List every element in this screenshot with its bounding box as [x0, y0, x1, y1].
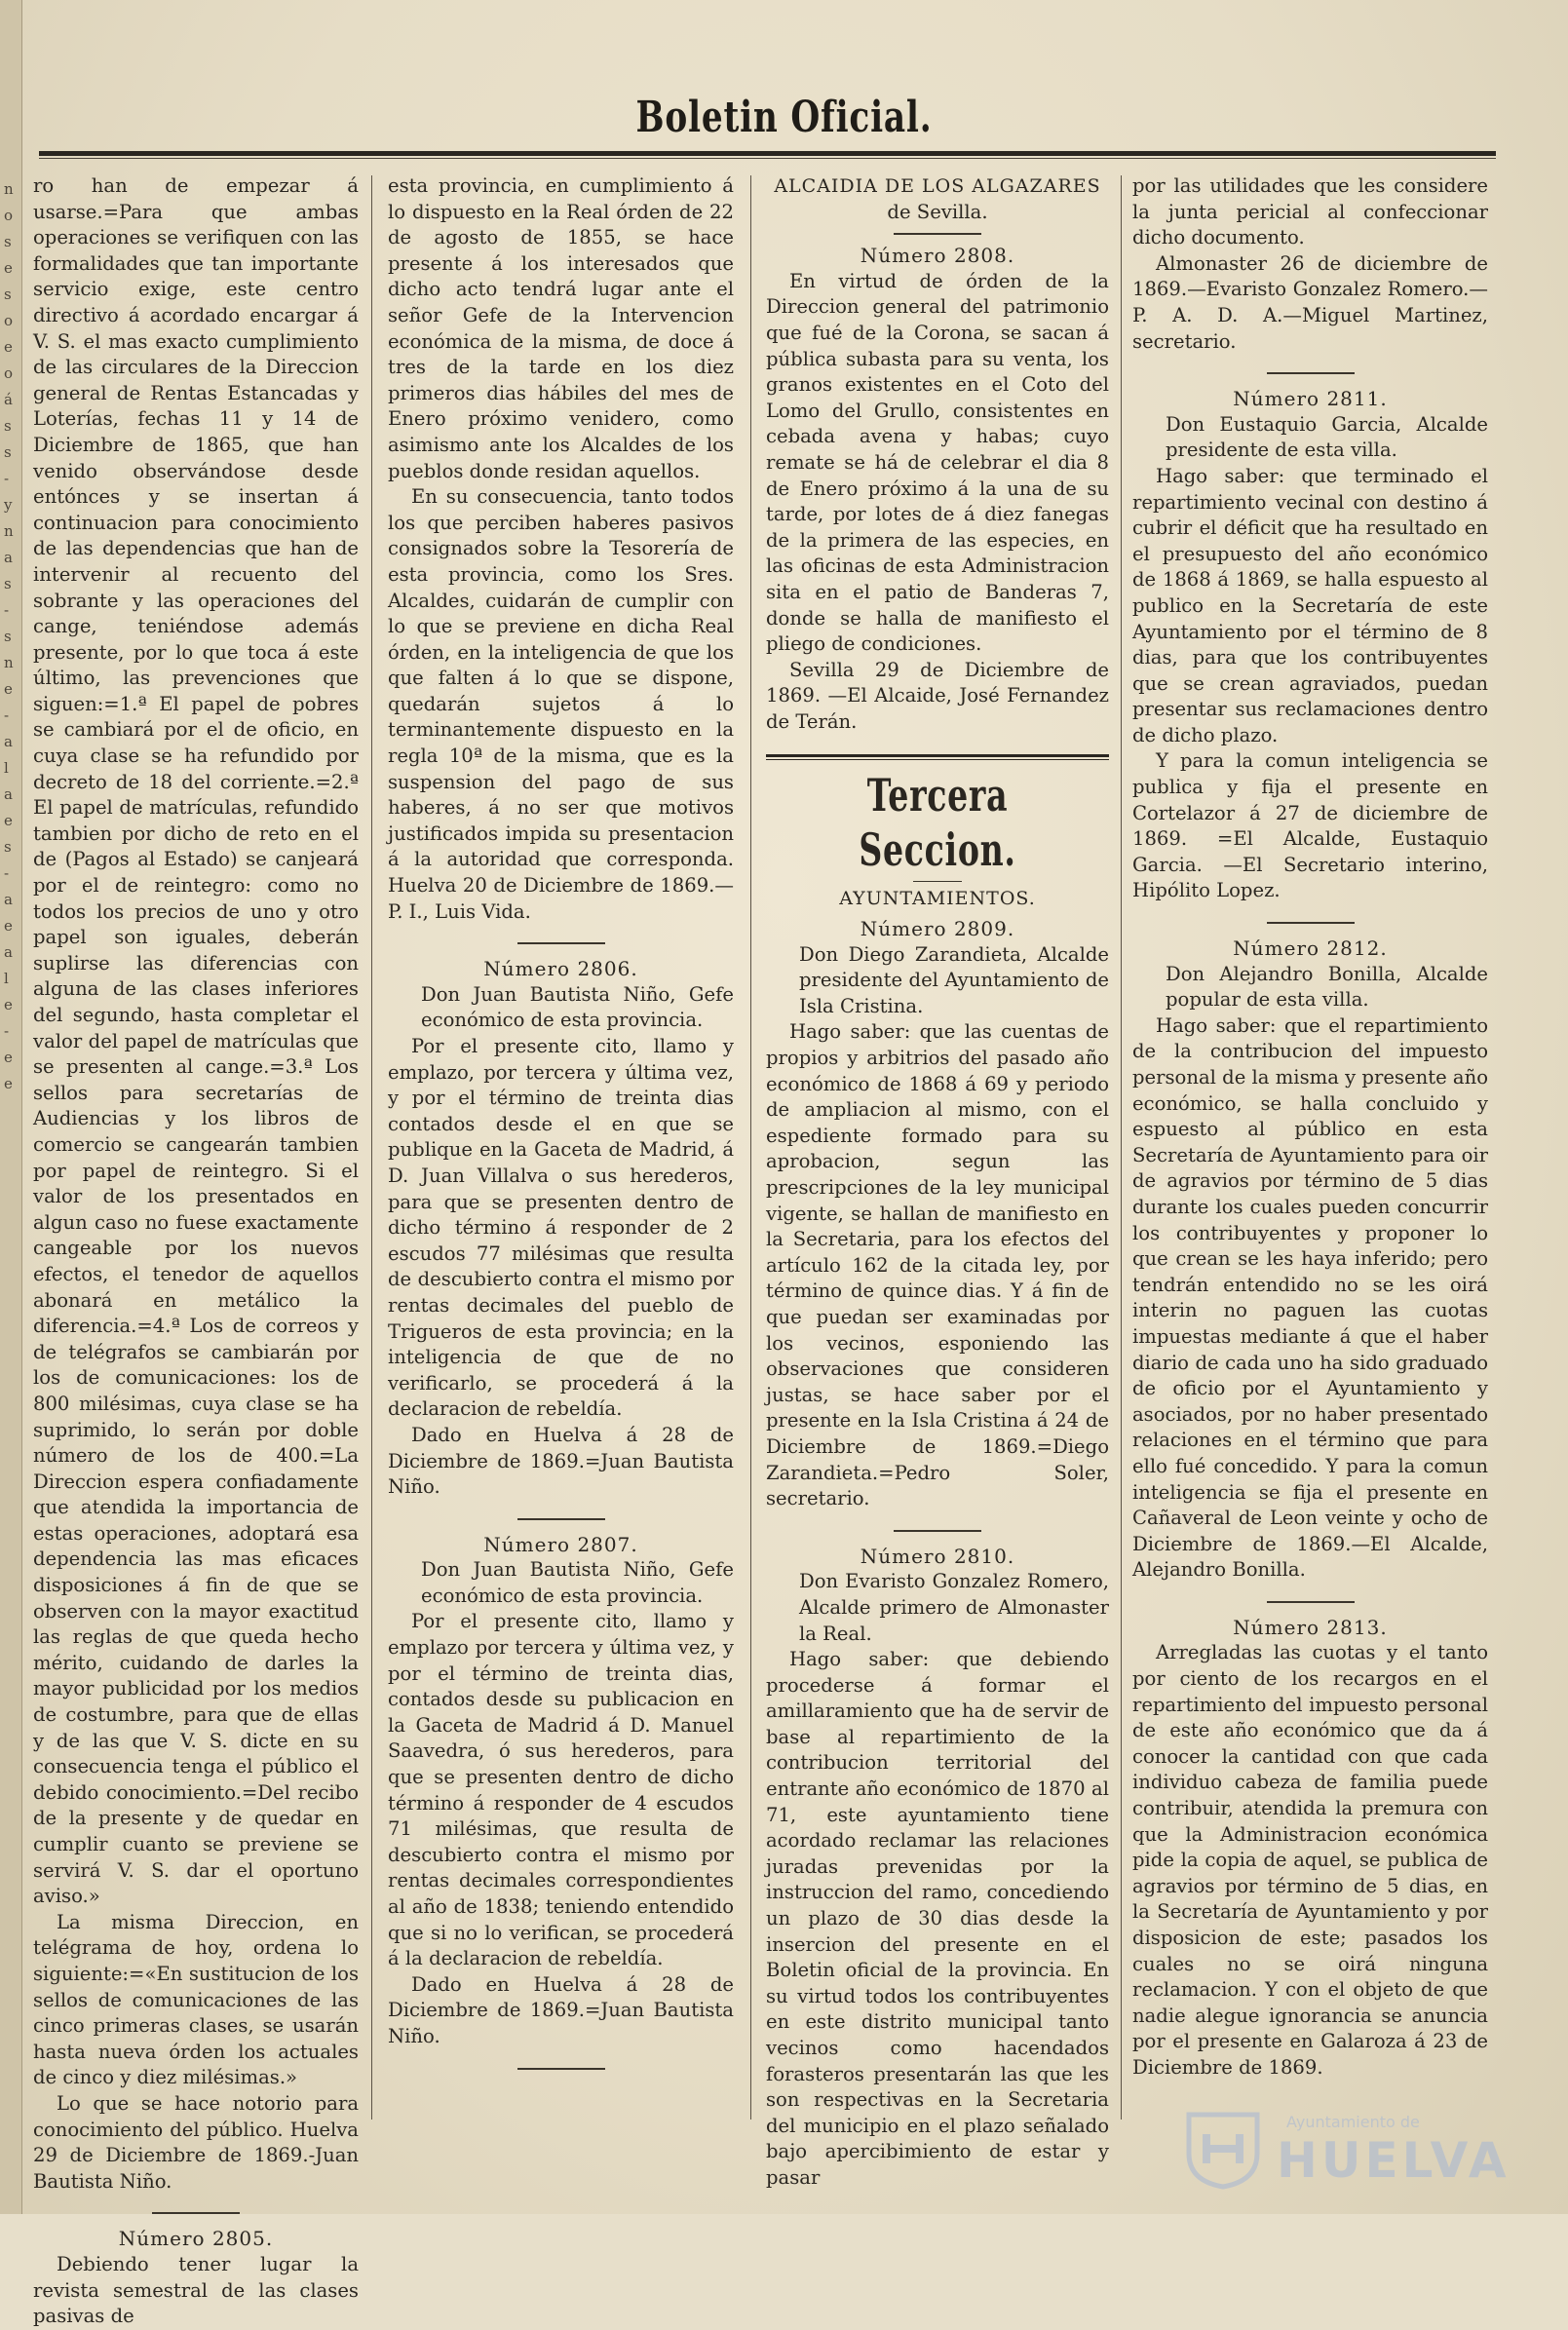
- paragraph: Arregladas las cuotas y el tanto por ciento de los recargos en el repartimiento del impuesto personal de este año económico que da á conocer la cantidad con que cada individuo cabeza de familia puede contribuir, atendida la premura con que la Administracion económica pide la copia de aquel, se publica de agravios por término de 5 dias, en la Secretaría de Ayuntamiento y por disposicion de este; pasados los cuales no se oirá ninguna reclamacion. Y con el objeto de que nadie alegue ignorancia se anuncia por el presente en Galaroza á 23 de Diciembre de 1869.: [1132, 1641, 1488, 2079]
- margin-letter: e: [4, 259, 13, 277]
- notice-number: Número 2806.: [483, 957, 638, 981]
- margin-letter: l: [4, 759, 9, 777]
- paragraph: Dado en Huelva á 28 de Diciembre de 1869.=Juan Bautista Niño.: [388, 1972, 734, 2047]
- notice-heading: Don Juan Bautista Niño, Gefe económico de esta provincia.: [421, 982, 734, 1032]
- masthead-rule-thin: [39, 158, 1496, 159]
- margin-letter: e: [4, 1049, 13, 1066]
- notice-number: Número 2810.: [860, 1544, 1015, 1568]
- margin-letter: a: [4, 733, 13, 750]
- margin-letter: e: [4, 996, 13, 1013]
- notice-number: Número 2811.: [1233, 387, 1388, 411]
- separator: [517, 2068, 605, 2070]
- margin-letter: a: [4, 549, 13, 566]
- masthead-title: Boletin Oficial.: [635, 93, 933, 142]
- margin-letter: s: [4, 233, 12, 250]
- notice-heading: Don Alejandro Bonilla, Alcalde popular de esta villa.: [1166, 962, 1488, 1012]
- margin-letter: -: [4, 470, 10, 487]
- separator: [152, 2212, 240, 2214]
- notice-heading: Don Evaristo Gonzalez Romero, Alcalde primero de Almonaster la Real.: [799, 1570, 1109, 1645]
- separator: [894, 1530, 981, 1532]
- margin-letter: s: [4, 628, 12, 645]
- margin-letter: a: [4, 891, 13, 908]
- notice-number: Número 2807.: [483, 1532, 638, 1556]
- paragraph: La misma Direccion, en telégrama de hoy, ordena lo siguiente:=«En sustitucion de los sellos de comunicaciones de las cinco primeras clases, se usarán hasta nueva órden los actuales de cinco y diez milésimas.»: [33, 1910, 359, 2089]
- paragraph: Hago saber: que las cuentas de propios y arbitrios del pasado año económico de 1868 á 69 y periodo de ampliacion al mismo, con el espediente formado para su aprobacion, segun las prescripciones de la ley municipal vigente, se hallan de manifiesto en la Secretaria, para los efectos del artículo 162 de la citada ley, por término de quince dias. Y á fin de que puedan ser examinadas por los vecinos, esponiendo las observaciones que consideren justas, se hace saber por el presente en la Isla Cristina á 24 de Diciembre de 1869.=Diego Zarandieta.=Pedro Soler, secretario.: [766, 1020, 1109, 1510]
- paragraph: Hago saber: que terminado el repartimiento vecinal con destino á cubrir el déficit que ha resultado en el presupuesto del año económico de 1868 á 1869, se halla espuesto al publico en la Secretaría de este Ayuntamiento por el término de 8 dias, para que los contribuyentes que se crean agraviados, puedan presentar sus reclamaciones dentro de dicho plazo.: [1132, 464, 1488, 746]
- paragraph: Hago saber: que debiendo procederse á formar el amillaramiento que ha de servir de base al repartimiento de la contribucion territorial del entrante año económico de 1870 al 71, este ayuntamiento tiene acordado reclamar las relaciones juradas prevenidas por la instruccion del ramo, concediendo un plazo de 30 dias desde la insercion del presente en el Boletin oficial de la provincia. En su virtud todos los contribuyentes en este distrito municipal tanto vecinos como hacendados forasteros presentarán las que les son respectivas en la Secretaria del municipio en el plazo señalado bajo apercibimiento de estar y pasar: [766, 1648, 1109, 2189]
- margin-letter: e: [4, 338, 13, 356]
- margin-letter: s: [4, 838, 12, 856]
- notice-heading: Don Diego Zarandieta, Alcalde presidente del Ayuntamiento de Isla Cristina.: [799, 942, 1109, 1017]
- column-4: [1132, 173, 1488, 2161]
- margin-letter: -: [4, 601, 10, 619]
- separator: [517, 1518, 605, 1520]
- paragraph: esta provincia, en cumplimiento á lo dispuesto en la Real órden de 22 de agosto de 1855, se hace presente á los interesados que dicho acto tendrá lugar ante el señor Gefe de la Intervencion económica de la misma, de doce á tres de la tarde en los diez primeros dias hábiles del mes de Enero próximo venidero, como asimismo ante los Alcaldes de los pueblos donde residan aquellos.: [388, 174, 734, 482]
- paragraph: Hago saber: que el repartimiento de la contribucion del impuesto personal de la misma y presente año económico, se halla concluido y espuesto al público en esta Secretaría de Ayuntamiento para oir de agravios por término de 5 dias durante los cuales pueden concurrir los contribuyentes y proponer lo que crean se les haya inferido; pero tendrán entendido no se les oirá interin no paguen las cuotas impuestas mediante á que el haber diario de cada uno ha sido graduado de oficio por el Ayuntamiento y asociados, por no haber presentado relaciones en el término que para ello fué concedido. Y para la comun inteligencia se fija el presente en Cañaveral de Leon veinte y ocho de Diciembre de 1869.—El Alcalde, Alejandro Bonilla.: [1132, 1013, 1488, 1582]
- separator: [894, 233, 981, 235]
- paragraph: Debiendo tener lugar la revista semestral de las clases pasivas de: [33, 2252, 359, 2328]
- paragraph: Lo que se hace notorio para conocimiento del público. Huelva 29 de Diciembre de 1869.-Juan Bautista Niño.: [33, 2091, 359, 2193]
- city-emblem-icon: [1179, 2105, 1267, 2191]
- separator: [913, 881, 962, 882]
- margin-letter: e: [4, 1075, 13, 1092]
- paragraph: Dado en Huelva á 28 de Diciembre de 1869.=Juan Bautista Niño.: [388, 1423, 734, 1499]
- column-divider: [750, 175, 751, 2120]
- margin-letter: e: [4, 917, 13, 935]
- section-rule: [766, 754, 1109, 757]
- watermark-top-text: Ayuntamiento de: [1286, 2113, 1420, 2131]
- section-rule-thin: [766, 759, 1109, 760]
- masthead-rule: [39, 151, 1496, 156]
- margin-letter: a: [4, 943, 13, 961]
- margin-letter: -: [4, 707, 10, 724]
- office-subheading: de Sevilla.: [887, 200, 988, 223]
- margin-letter: o: [4, 207, 14, 224]
- watermark-main-text: HUELVA: [1277, 2132, 1511, 2189]
- margin-letter: l: [4, 970, 9, 987]
- margin-letter: y: [4, 496, 13, 514]
- notice-number: Número 2805.: [118, 2227, 274, 2251]
- notice-number: Número 2812.: [1233, 936, 1388, 961]
- margin-letter: -: [4, 864, 10, 882]
- margin-letter: a: [4, 785, 13, 803]
- paragraph: Almonaster 26 de diciembre de 1869.—Evaristo Gonzalez Romero.—P. A. D. A.—Miguel Martinez, secretario.: [1132, 251, 1488, 353]
- column-3: [766, 173, 1109, 2189]
- section-title: Tercera Seccion.: [859, 769, 1016, 877]
- notice-number: Número 2808.: [860, 244, 1015, 268]
- paragraph: En su consecuencia, tanto todos los que perciben haberes pasivos consignados sobre la Tesorería de esta provincia, como los Sres. Alcaldes, cuidarán de cumplir con lo que se previene en dicha Real órden, en la inteligencia de que los que falten á lo que se dispone, quedarán sujetos á lo terminantemente dispuesto en la regla 10ª de la misma, que es la suspension del pago de sus haberes, á no ser que motivos justificados impida su presentacion á la autoridad que corresponda. Huelva 20 de Diciembre de 1869.—P. I., Luis Vida.: [388, 485, 734, 923]
- section-subtitle: AYUNTAMIENTOS.: [839, 888, 1036, 910]
- paragraph: Por el presente cito, llamo y emplazo, por tercera y última vez, y por el término de treinta dias contados desde el en que se publique en la Gaceta de Madrid, á D. Juan Villalva o sus herederos, para que se presenten dentro de dicho término á responder de 2 escudos 77 milésimas que resulta de descubierto contra el mismo por rentas decimales del pueblo de Trigueros de esta provincia; en la inteligencia de que de no verificarlo, se procederá á la declaracion de rebeldía.: [388, 1035, 734, 1421]
- margin-letter: o: [4, 364, 14, 382]
- left-margin-strip: [0, 0, 22, 2214]
- margin-letter: s: [4, 575, 12, 592]
- margin-letter: e: [4, 812, 13, 829]
- column-divider: [371, 175, 372, 2120]
- separator: [1267, 1601, 1355, 1603]
- margin-letter: s: [4, 443, 12, 461]
- margin-letter: s: [4, 417, 12, 435]
- paragraph: En virtud de órden de la Direccion general del patrimonio que fué de la Corona, se sacan á pública subasta para su venta, los granos existentes en el Coto del Lomo del Grullo, consistentes en cebada avena y habas; cuyo remate se há de celebrar el dia 8 de Enero próximo á la una de su tarde, por lotes de á diez fanegas de la primera de las especies, en las oficinas de esta Administracion sita en el patio de Banderas 7, donde se halla de manifiesto el pliego de condiciones.: [766, 269, 1109, 656]
- margin-letter: n: [4, 654, 14, 671]
- margin-letter: o: [4, 312, 14, 329]
- margin-letter: s: [4, 286, 12, 303]
- column-divider: [1121, 175, 1122, 2120]
- paragraph: ro han de empezar á usarse.=Para que ambas operaciones se verifiquen con las formalidades que tan importante servicio exige, este centro directivo á acordado encargar á V. S. el mas exacto cumplimiento de las circulares de la Direccion general de Rentas Estancadas y Loterías, fechas 11 y 14 de Diciembre de 1865, que han venido observándose desde entónces y se insertan á continuacion para conocimiento de las dependencias que han de intervenir al recuento del sobrante y las operaciones del cange, teniéndose además presente, por lo que toca á este último, las prevenciones que siguen:=1.ª El papel de pobres se cambiará por el de oficio, en cuya clase se ha refundido por decreto de 18 del corriente.=2.ª El papel de matrículas, refundido tambien por dicho de reto en el de (Pagos al Estado) se canjeará por el de reintegro: como no todos los precios de uno y otro papel son iguales, deberán suplirse las diferencias con alguna de las clases inferiores del segundo, hasta completar el valor del papel de matrículas que se presenten al cange.=3.ª Los sellos para secretarías de Audiencias y los libros de comercio se cangearán tambien por papel de reintegro. Si el valor de los presentados en algun caso no fuese exactamente cangeable por los nuevos efectos, el tenedor de aquellos abonará en metálico la diferencia.=4.ª Los de correos y de telégrafos se cambiarán por los de comunicaciones: los de 800 milésimas, cuya clase se ha suprimido, lo serán por doble número de los de 400.=La Direccion espera confiadamente que atendida la importancia de estas operaciones, adoptará esa dependencia las mas eficaces disposiciones á fin de que se observen con la mayor exactitud las reglas de que queda hecho mérito, cuidando de darles la mayor publicidad por los medios de costumbre, para que de ellas y de las que V. S. dicte en su consecuencia tenga el público el debido conocimiento.=Del recibo de la presente y de quedar en cumplir cuanto se previene se servirá V. S. dar el oportuno aviso.»: [33, 174, 359, 1908]
- column-2: [388, 173, 734, 2161]
- separator: [1267, 922, 1355, 924]
- margin-letter: n: [4, 180, 14, 198]
- separator: [1267, 372, 1355, 374]
- watermark: [1179, 2105, 1511, 2193]
- notice-number: Número 2813.: [1233, 1615, 1388, 1639]
- margin-letter: á: [4, 391, 13, 408]
- paragraph: Y para la comun inteligencia se publica y fija el presente en Cortelazor á 27 de diciembre de 1869. =El Alcalde, Eustaquio Garcia. —El Secretario interino, Hipólito Lopez.: [1132, 749, 1488, 902]
- paragraph: Por el presente cito, llamo y emplazo por tercera y última vez, y por el término de treinta dias, contados desde su publicacion en la Gaceta de Madrid á D. Manuel Saavedra, ó sus herederos, para que se presenten dentro de dicho término á responder de 4 escudos 71 milésimas, que resulta de descubierto contra el mismo por rentas decimales correspondientes al año de 1838; teniendo entendido que si no lo verifican, se procederá á la declaracion de rebeldía.: [388, 1610, 734, 1970]
- notice-number: Número 2809.: [860, 917, 1015, 941]
- paragraph: Sevilla 29 de Diciembre de 1869. —El Alcaide, José Fernandez de Terán.: [766, 658, 1109, 733]
- notice-heading: Don Eustaquio Garcia, Alcalde presidente de esta villa.: [1166, 412, 1488, 462]
- margin-letter: n: [4, 522, 14, 540]
- paragraph: por las utilidades que les considere la junta pericial al confeccionar dicho documento.: [1132, 174, 1488, 249]
- column-1: [33, 173, 359, 2328]
- office-heading: ALCAIDIA DE LOS ALGAZARES: [774, 175, 1101, 197]
- notice-heading: Don Juan Bautista Niño, Gefe económico de esta provincia.: [421, 1558, 734, 1607]
- separator: [517, 942, 605, 944]
- margin-letter: -: [4, 1022, 10, 1040]
- margin-letter: e: [4, 680, 13, 698]
